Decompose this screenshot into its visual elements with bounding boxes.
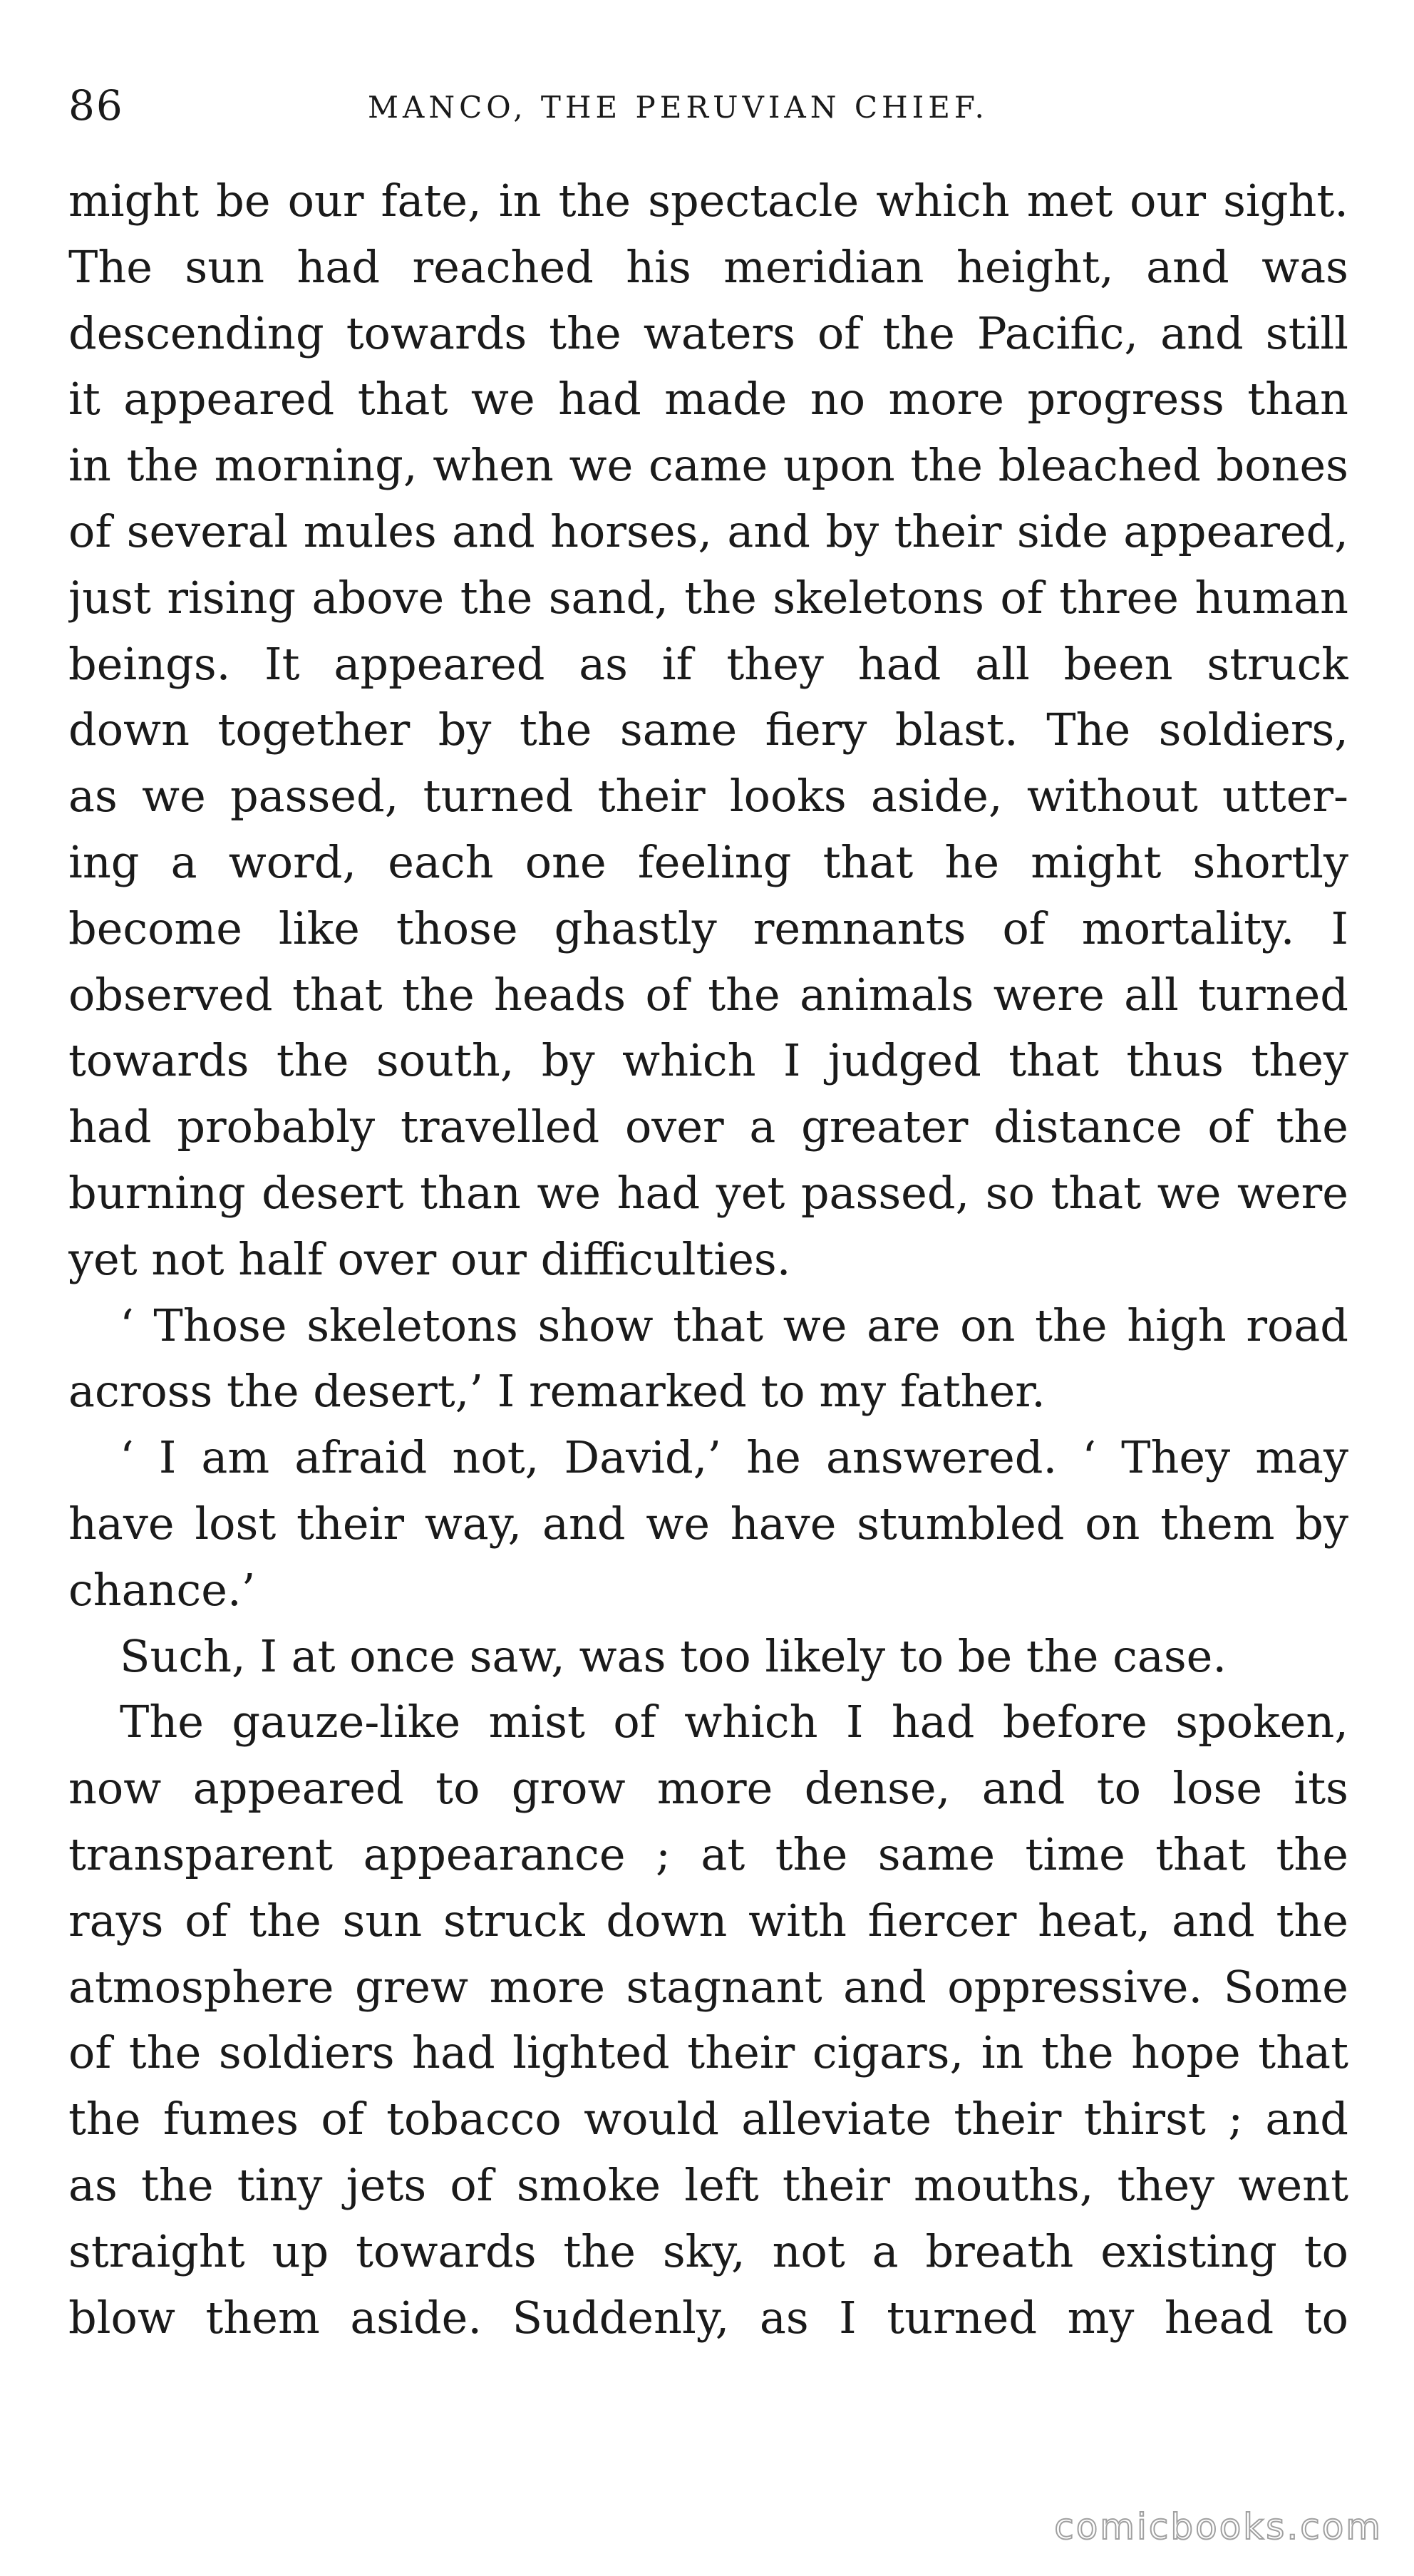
text-line: observed that the heads of the animals were all turned: [68, 968, 1348, 1021]
text-line: yet not half over our difficulties.: [68, 1232, 791, 1285]
text-line: in the morning, when we came upon the bleached bones: [68, 439, 1348, 492]
text-line: straight up towards the sky, not a breath existing to: [68, 2225, 1348, 2277]
text-line: as we passed, turned their looks aside, without utter-: [68, 770, 1348, 823]
text-line: The sun had reached his meridian height, and was: [68, 240, 1348, 293]
text-line: of several mules and horses, and by their side appeared,: [68, 505, 1348, 557]
text-line: across the desert,’ I remarked to my father.: [68, 1365, 1046, 1418]
text-line: down together by the same fiery blast. The soldiers,: [68, 704, 1348, 756]
text-line: might be our fate, in the spectacle which met our sight.: [68, 175, 1348, 227]
text-line: as the tiny jets of smoke left their mouths, they went: [68, 2158, 1348, 2211]
text-line: had probably travelled over a greater distance of the: [68, 1101, 1348, 1153]
text-line: atmosphere grew more stagnant and oppressive. Some: [68, 1960, 1348, 2013]
text-line: it appeared that we had made no more progress than: [68, 373, 1348, 426]
text-line: become like those ghastly remnants of mortality. I: [68, 902, 1348, 954]
text-line: just rising above the sand, the skeletons of three human: [68, 571, 1348, 624]
text-line: burning desert than we had yet passed, so that we were: [68, 1166, 1348, 1219]
text-line: ing a word, each one feeling that he might shortly: [68, 835, 1348, 888]
text-line: transparent appearance ; at the same time that the: [68, 1828, 1348, 1880]
text-line: descending towards the waters of the Pacific, and still: [68, 306, 1348, 359]
running-head: [68, 77, 1351, 134]
text-line: now appeared to grow more dense, and to lose its: [68, 1762, 1348, 1815]
text-line: blow them aside. Suddenly, as I turned my head to: [68, 2291, 1348, 2344]
text-line: ‘ Those skeletons show that we are on the high road: [120, 1299, 1348, 1351]
text-line: beings. It appeared as if they had all been struck: [68, 637, 1348, 690]
watermark: comicbooks.com: [1054, 2506, 1383, 2547]
text-line: rays of the sun struck down with fiercer heat, and the: [68, 1894, 1348, 1947]
text-line: of the soldiers had lighted their cigars, in the hope that: [68, 2026, 1348, 2079]
text-line: towards the south, by which I judged that thus they: [68, 1034, 1348, 1087]
text-line: have lost their way, and we have stumbled on them by: [68, 1497, 1348, 1550]
running-title: MANCO, THE PERUVIAN CHIEF.: [368, 90, 989, 125]
text-line: ‘ I am afraid not, David,’ he answered. ‘ They may: [120, 1431, 1348, 1484]
text-line: chance.’: [68, 1563, 256, 1616]
page-number: 86: [68, 81, 124, 130]
text-line: The gauze-like mist of which I had before spoken,: [120, 1696, 1348, 1748]
text-line: Such, I at once saw, was too likely to be the case.: [120, 1629, 1227, 1682]
text-line: the fumes of tobacco would alleviate their thirst ; and: [68, 2093, 1348, 2145]
body-text: [68, 168, 1348, 2351]
